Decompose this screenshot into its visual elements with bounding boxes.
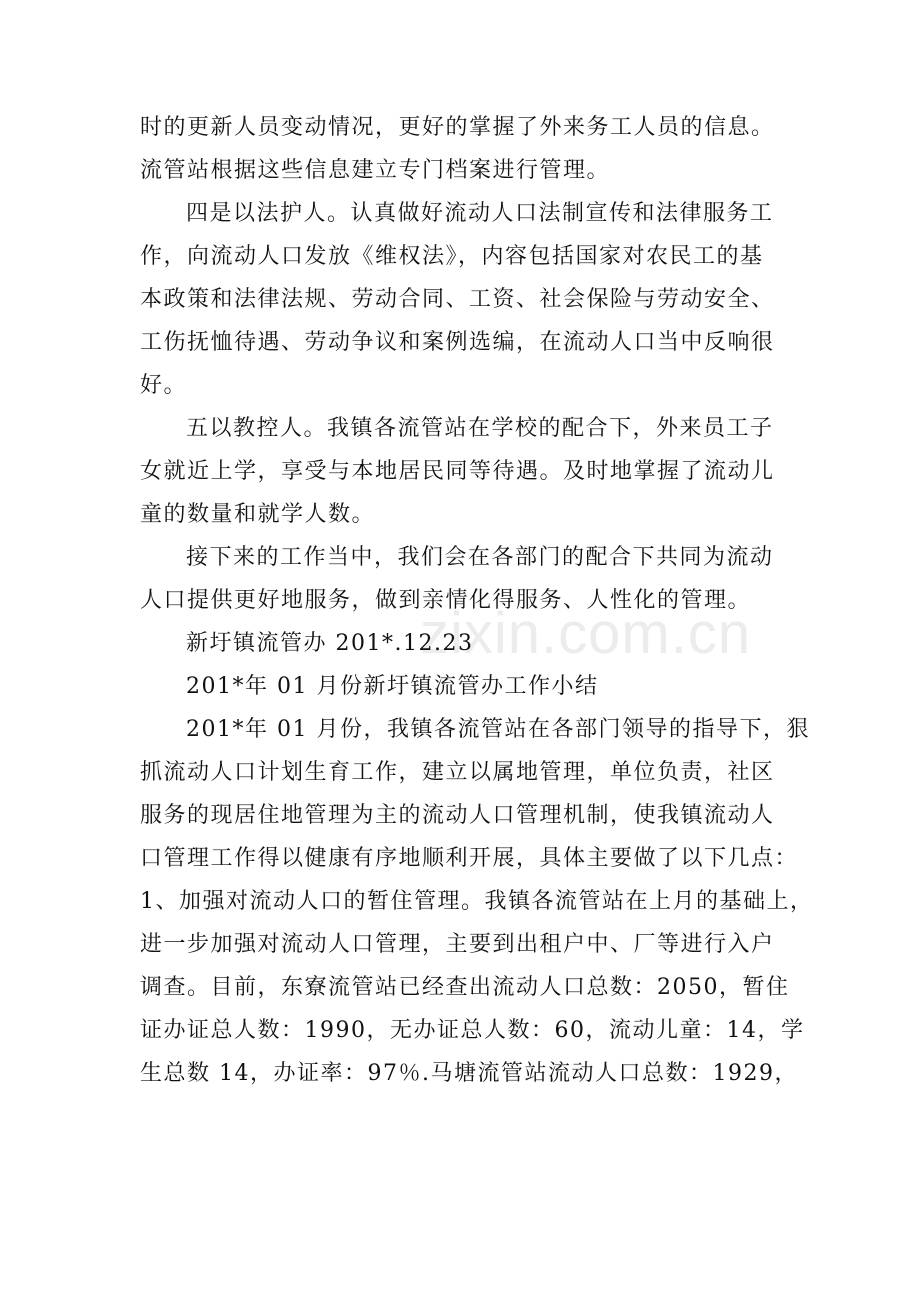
text-line: 作，向流动人口发放《维权法》，内容包括国家对农民工的基 xyxy=(140,244,764,269)
text-line: 好。 xyxy=(140,373,188,398)
text-line: 人口提供更好地服务，做到亲情化得服务、人性化的管理。 xyxy=(140,588,752,613)
text-line: 本政策和法律法规、劳动合同、工资、社会保险与劳动安全、 xyxy=(140,287,775,312)
text-line: 口管理工作得以健康有序地顺利开展，具体主要做了以下几点： xyxy=(140,846,799,871)
text-line: 工伤抚恤待遇、劳动争议和案例选编，在流动人口当中反响很 xyxy=(140,330,775,355)
text-line: 接下来的工作当中，我们会在各部门的配合下共同为流动 xyxy=(186,545,774,570)
watermark: zixin.com.cn xyxy=(420,601,752,666)
text-line: 时的更新人员变动情况，更好的掌握了外来务工人员的信息。 xyxy=(140,115,775,140)
text-line: 生总数 14，办证率：97％.马塘流管站流动人口总数：1929， xyxy=(140,1061,798,1086)
text-line: 调查。目前，东寮流管站已经查出流动人口总数：2050，暂住 xyxy=(140,975,790,1000)
text-line: 五以教控人。我镇各流管站在学校的配合下，外来员工子 xyxy=(186,416,774,441)
text-line: 童的数量和就学人数。 xyxy=(140,502,376,527)
text-line: 新圩镇流管办 201*.12.23 xyxy=(186,631,474,656)
text-line: 四是以法护人。认真做好流动人口法制宣传和法律服务工 xyxy=(186,201,774,226)
text-line: 服务的现居住地管理为主的流动人口管理机制，使我镇流动人 xyxy=(140,803,775,828)
text-line: 201*年 01 月份，我镇各流管站在各部门领导的指导下，狠 xyxy=(186,717,810,742)
text-line: 进一步加强对流动人口管理，主要到出租户中、厂等进行入户 xyxy=(140,932,775,957)
text-line: 流管站根据这些信息建立专门档案进行管理。 xyxy=(140,158,611,183)
text-line: 女就近上学，享受与本地居民同等待遇。及时地掌握了流动儿 xyxy=(140,459,775,484)
text-line: 201*年 01 月份新圩镇流管办工作小结 xyxy=(186,674,599,699)
text-line: 抓流动人口计划生育工作，建立以属地管理，单位负责，社区 xyxy=(140,760,775,785)
text-line: 证办证总人数：1990，无办证总人数：60，流动儿童：14，学 xyxy=(140,1018,805,1043)
text-line: 1、加强对流动人口的暂住管理。我镇各流管站在上月的基础上， xyxy=(140,889,814,914)
